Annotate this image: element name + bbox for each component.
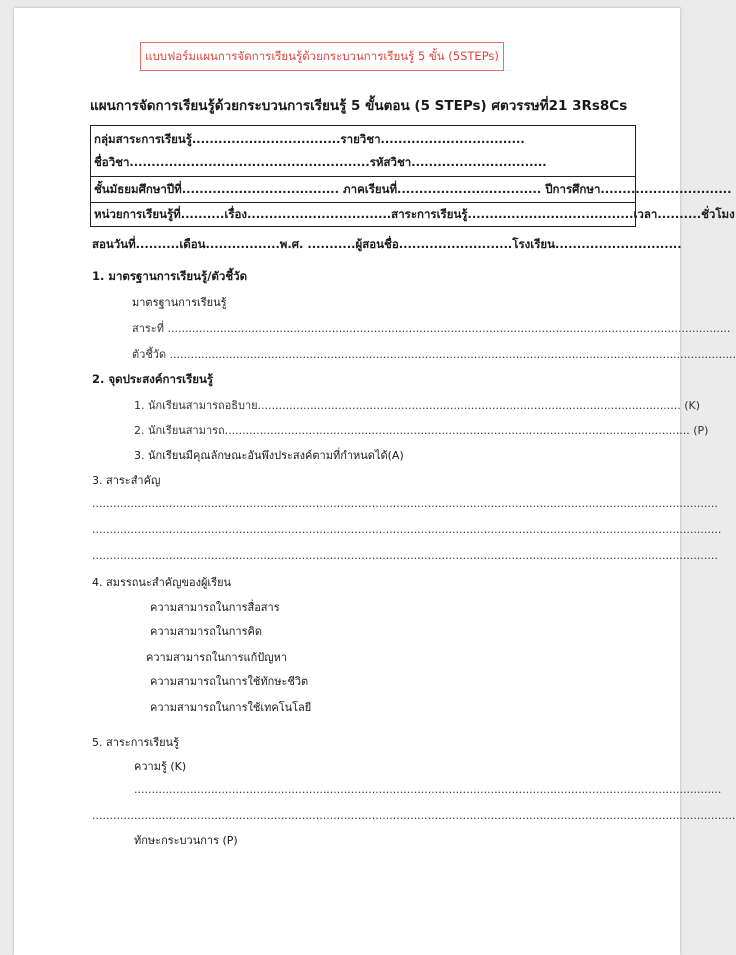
standard-label: มาตรฐานการเรียนรู้ bbox=[132, 296, 227, 309]
competency-life-skills: ความสามารถในการใช้ทักษะชีวิต bbox=[150, 675, 309, 688]
competency-technology: ความสามารถในการใช้เทคโนโลยี bbox=[150, 701, 312, 714]
strand-line: สาระที่ ................................................................................................................................................................. bbox=[132, 322, 731, 335]
table-row-grade-semester: ชั้นมัธยมศึกษาปีที่.................................... ภาคเรียนที่................................. ปีการศึกษา.............................. bbox=[94, 182, 732, 196]
knowledge-line-2: ........................................................................................................................................................................................ bbox=[92, 809, 736, 822]
concept-line-2: .................................................................................................................................................................................... bbox=[92, 523, 722, 536]
document-page bbox=[14, 8, 736, 955]
section-4-heading: 4. สมรรถนะสำคัญของผู้เรียน bbox=[92, 576, 232, 589]
knowledge-line-1: ........................................................................................................................................................................ bbox=[134, 783, 722, 796]
course-info-table bbox=[90, 125, 735, 227]
indicator-line: ตัวชี้วัด .................................................................................................................................................................. bbox=[132, 348, 736, 361]
form-title-box: แบบฟอร์มแผนการจัดการเรียนรู้ด้วยกระบวนการเรียนรู้ 5 ขั้น (5STEPs) bbox=[140, 42, 504, 71]
section-3-heading: 3. สาระสำคัญ bbox=[92, 474, 161, 487]
table-row-subject-group: กลุ่มสาระการเรียนรู้..................................รายวิชา................................. bbox=[94, 132, 525, 146]
table-row-unit: หน่วยการเรียนรู้ที่..........เรื่อง.................................สาระการเรียนรู้......................................เวลา..........ชั่วโมง bbox=[94, 207, 735, 221]
teaching-date-line: สอนวันที่..........เดือน.................พ.ศ. ...........ผู้สอนชื่อ..........................โรงเรียน............................. bbox=[92, 237, 682, 251]
section-5-heading: 5. สาระการเรียนรู้ bbox=[92, 736, 179, 749]
concept-line-1: ................................................................................................................................................................................... bbox=[92, 497, 718, 510]
section-1-heading: 1. มาตรฐานการเรียนรู้/ตัวชี้วัด bbox=[92, 269, 248, 283]
table-divider bbox=[91, 176, 635, 177]
plan-title: แผนการจัดการเรียนรู้ด้วยกระบวนการเรียนรู้ 5 ขั้นตอน (5 STEPs) ศตวรรษที่21 3Rs8Cs bbox=[90, 98, 628, 114]
competency-communication: ความสามารถในการสื่อสาร bbox=[150, 601, 280, 614]
competency-problem-solving: ความสามารถในการแก้ปัญหา bbox=[146, 651, 288, 664]
table-row-course-name: ชื่อวิชา.......................................................รหัสวิชา............................... bbox=[94, 155, 547, 169]
table-divider bbox=[91, 202, 635, 203]
objective-process: 2. นักเรียนสามารถ..................................................................................................................................... (P) bbox=[134, 424, 709, 437]
section-2-heading: 2. จุดประสงค์การเรียนรู้ bbox=[92, 372, 214, 386]
concept-line-3: ................................................................................................................................................................................... bbox=[92, 549, 718, 562]
knowledge-label: ความรู้ (K) bbox=[134, 760, 187, 773]
process-skills-label: ทักษะกระบวนการ (P) bbox=[134, 834, 238, 847]
objective-knowledge: 1. นักเรียนสามารถอธิบาย......................................................................................................................... (K) bbox=[134, 399, 700, 412]
objective-attitude: 3. นักเรียนมีคุณลักษณะอันพึงประสงค์ตามที่กำหนดได้(A) bbox=[134, 449, 404, 462]
competency-thinking: ความสามารถในการคิด bbox=[150, 625, 262, 638]
